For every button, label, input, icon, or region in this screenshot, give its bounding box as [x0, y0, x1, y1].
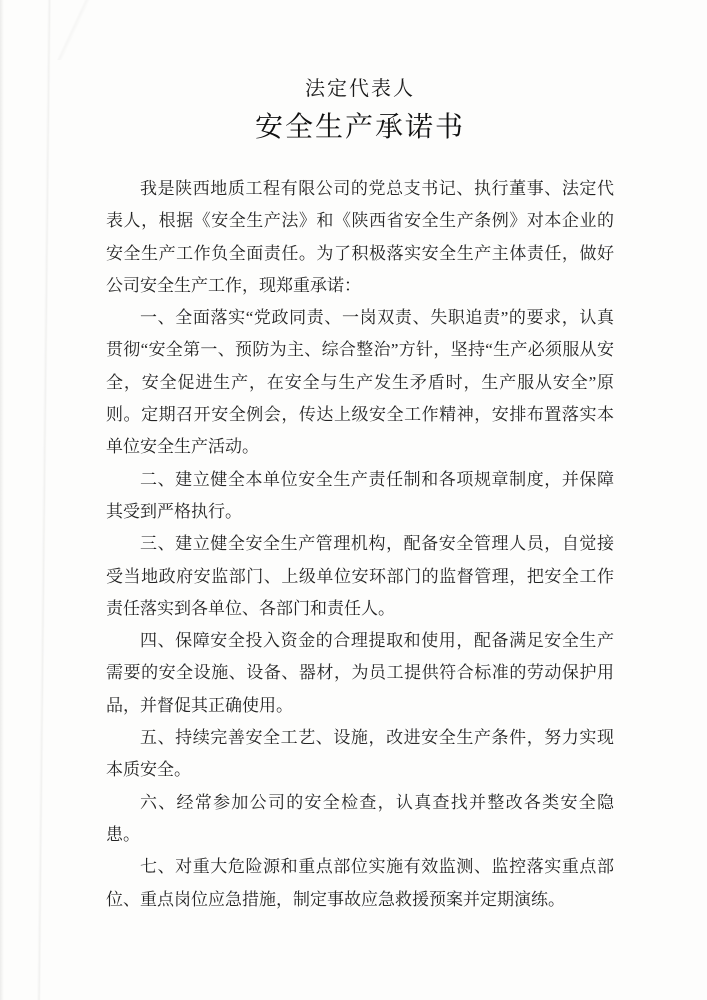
clause-3-paragraph: 三、建立健全安全生产管理机构，配备安全管理人员，自觉接受当地政府安监部门、上级单位安环部门的监督管理，把安全工作责任落实到各单位、各部门和责任人。: [106, 534, 614, 618]
document-title: 安全生产承诺书: [254, 112, 465, 143]
clause-7-paragraph: 七、对重大危险源和重点部位实施有效监测、监控落实重点部位、重点岗位应急措施，制定事故应急救援预案并定期演练。: [106, 857, 614, 909]
clause-1-paragraph: 一、全面落实“党政同责、一岗双责、失职追责”的要求，认真贯彻“安全第一、预防为主、综合整治”方针，坚持“生产必须服从安全，安全促进生产，在安全与生产发生矛盾时，生产服从安全”原则。定期召开安全例会，传达上级安全工作精神，安排布置落实本单位安全生产活动。: [106, 308, 614, 457]
document-content: [106, 76, 614, 916]
clause-4-paragraph: 四、保障安全投入资金的合理提取和使用，配备满足安全生产需要的安全设施、设备、器材，为员工提供符合标准的劳动保护用品，并督促其正确使用。: [106, 631, 614, 715]
scan-corner-crease: [30, 0, 120, 60]
document-subtitle: 法定代表人: [305, 78, 415, 100]
scan-edge-shadow: [0, 0, 4, 1000]
paragraph-intro: 我是陕西地质工程有限公司的党总支书记、执行董事、法定代表人，根据《安全生产法》和《陕西省安全生产条例》对本企业的安全生产工作负全面责任。为了积极落实安全生产主体责任，做好公司安全生产工作，现郑重承诺：: [106, 179, 614, 295]
clause-5-paragraph: 五、持续完善安全工艺、设施，改进安全生产条件，努力实现本质安全。: [106, 728, 614, 780]
document-body: [106, 173, 614, 916]
scan-crease-line: [37, 0, 51, 1000]
clause-2-paragraph: 二、建立健全本单位安全生产责任制和各项规章制度，并保障其受到严格执行。: [106, 469, 614, 521]
clause-6-paragraph: 六、经常参加公司的安全检查，认真查找并整改各类安全隐患。: [106, 792, 614, 844]
